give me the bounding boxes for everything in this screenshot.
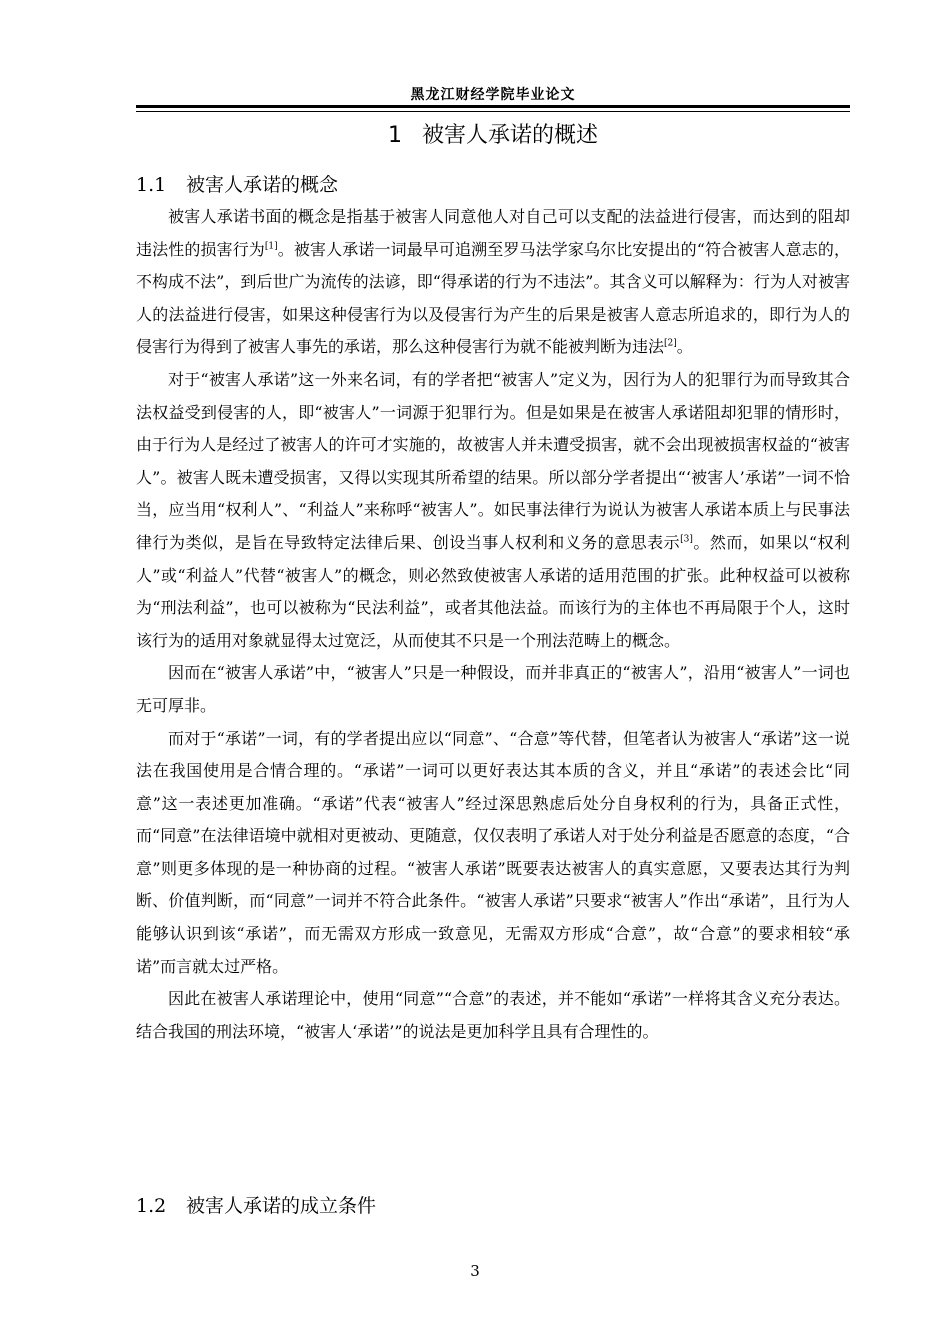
section-number: 1.1 — [136, 174, 167, 196]
section-title: 被害人承诺的成立条件 — [186, 1195, 377, 1217]
section-heading-1-1 — [136, 170, 338, 197]
body-text — [136, 201, 850, 1048]
citation-ref: [2] — [664, 339, 677, 350]
section-title: 被害人承诺的概念 — [186, 174, 339, 196]
section-number: 1.2 — [136, 1195, 167, 1217]
paragraph-2 — [136, 364, 850, 657]
paragraph-4: 而对于“承诺”一词，有的学者提出应以“同意”、“合意”等代替，但笔者认为被害人“承诺”这一说法在我国使用是合情合理的。“承诺”一词可以更好表达其本质的含义，并且“承诺”的表述会比“同意”这一表述更加准确。“承诺”代表“被害人”经过深思熟虑后处分自身权利的行为，具备正式性，而“同意”在法律语境中就相对更被动、更随意，仅仅表明了承诺人对于处分利益是否愿意的态度，“合意”则更多体现的是一种协商的过程。“被害人承诺”既要表达被害人的真实意愿，又要表达其行为判断、价值判断，而“同意”一词并不符合此条件。“被害人承诺”只要求“被害人”作出“承诺”，且行为人能够认识到该“承诺”，而无需双方形成一致意见，无需双方形成“合意”，故“合意”的要求相较“承诺”而言就太过严格。 — [136, 728, 850, 976]
section-heading-1-2 — [136, 1191, 376, 1218]
citation-ref: [1] — [264, 241, 278, 252]
paragraph-text: 。然而，如果以“权利人”或“利益人”代替“被害人”的概念，则必然致使被害人承诺的适用范围的扩张。此种权益可以被称为“刑法利益”，也可以被称为“民法利益”，或者其他法益。而该行为的主体也不再局限于个人，这时该行为的适用对象就显得太过宽泛，从而使其不只是一个刑法范畴上的概念。 — [136, 532, 850, 650]
page-number: 3 — [470, 1262, 480, 1280]
paragraph-3: 因而在“被害人承诺”中，“被害人”只是一种假设，而并非真正的“被害人”，沿用“被害人”一词也无可厚非。 — [136, 663, 850, 715]
header-rule-thin — [136, 111, 850, 112]
page-header: 黑龙江财经学院毕业论文 — [410, 87, 576, 103]
chapter-number: 1 — [387, 123, 402, 148]
paragraph-text: 。 — [676, 337, 693, 357]
header-rule-thick — [136, 105, 850, 108]
chapter-title: 被害人承诺的概述 — [421, 123, 598, 148]
paragraph-text: 对于“被害人承诺”这一外来名词，有的学者把“被害人”定义为，因行为人的犯罪行为而导致其合法权益受到侵害的人，即“被害人”一词源于犯罪行为。但是如果是在被害人承诺阻却犯罪的情形时，由于行为人是经过了被害人的许可才实施的，故被害人并未遭受损害，就不会出现被损害权益的“被害人”。被害人既未遭受损害，又得以实现其所希望的结果。所以部分学者提出“‘被害人’承诺”一词不恰当，应当用“权利人”、“利益人”来称呼“被害人”。如民事法律行为说认为被害人承诺本质上与民事法律行为类似，是旨在导致特定法律后果、创设当事人权利和义务的意思表示 — [136, 369, 850, 552]
paragraph-text: 。被害人承诺一词最早可追溯至罗马法学家乌尔比安提出的“符合被害人意志的，不构成不法”，到后世广为流传的法谚，即“得承诺的行为不违法”。其含义可以解释为：行为人对被害人的法益进行侵害，如果这种侵害行为以及侵害行为产生的后果是被害人意志所追求的，即行为人的侵害行为得到了被害人事先的承诺，那么这种侵害行为就不能被判断为违法 — [136, 239, 850, 357]
paragraph-1 — [136, 201, 850, 364]
paragraph-text: 被害人承诺书面的概念是指基于被害人同意他人对自己可以支配的法益进行侵害，而达到的阻却违法性的损害行为 — [136, 207, 850, 259]
chapter-heading — [136, 118, 850, 149]
paragraph-5: 因此在被害人承诺理论中，使用“同意”“合意”的表述，并不能如“承诺”一样将其含义充分表达。结合我国的刑法环境，“被害人‘承诺’”的说法是更加科学且具有合理性的。 — [136, 989, 850, 1041]
citation-ref: [3] — [680, 534, 693, 545]
